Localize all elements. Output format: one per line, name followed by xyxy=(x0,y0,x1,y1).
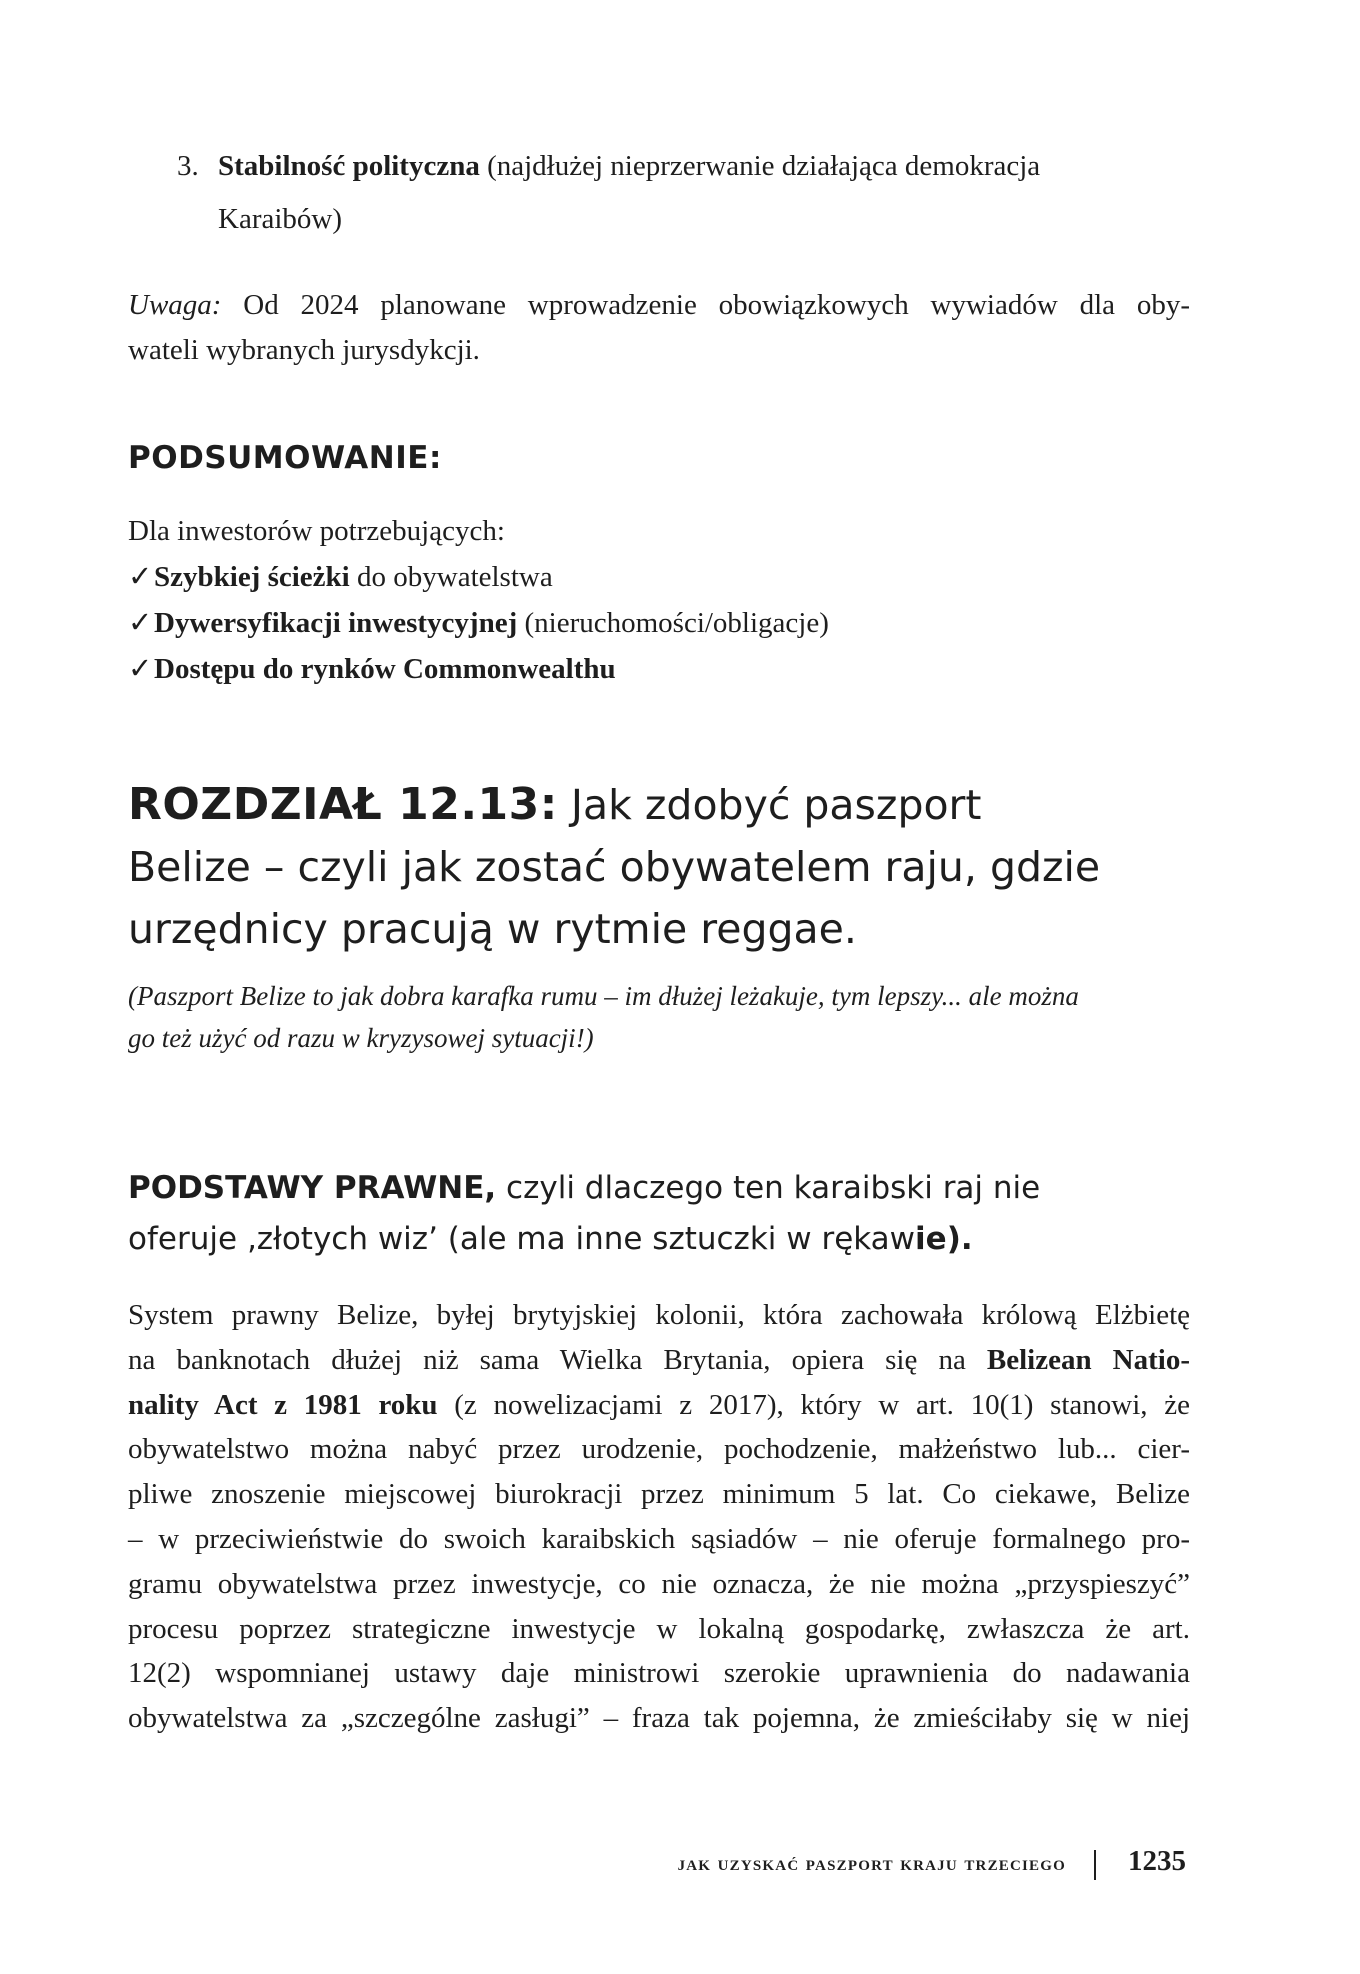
list-item-title: Stabilność polityczna xyxy=(218,150,480,182)
body-line: obywatelstwo można nabyć przez urodzenie, pochodzenie, małżeństwo lub... cier- xyxy=(128,1433,1190,1466)
chapter-epigraph xyxy=(128,975,1190,1059)
body-line: pliwe znoszenie miejscowej biurokracji przez minimum 5 lat. Co ciekawe, Belize xyxy=(128,1478,1190,1511)
act-name: nality Act z 1981 roku xyxy=(128,1388,438,1421)
list-item-line-1 xyxy=(218,140,1190,193)
page-number: 1235 xyxy=(1128,1845,1186,1877)
running-title: jak uzyskać paszport kraju trzeciego xyxy=(677,1851,1066,1875)
act-name: Belizean Natio- xyxy=(986,1343,1190,1376)
chapter-heading-line-1 xyxy=(128,774,1190,836)
body-line: 12(2) wspomnianej ustawy daje ministrowi szerokie uprawnienia do nadawania xyxy=(128,1657,1190,1690)
body-line: System prawny Belize, byłej brytyjskiej kolonii, która zachowała królową Elżbietę xyxy=(128,1299,1190,1331)
summary-heading: PODSUMOWANIE: xyxy=(128,440,442,476)
chapter-title-part: Jak zdobyć paszport xyxy=(557,781,982,829)
summary-item-text: do obywatelstwa xyxy=(349,561,553,593)
summary-item-bold: Dostępu do rynków Commonwealthu xyxy=(154,653,616,685)
body-text: (z nowelizacjami z 2017), który w art. 10(1) stanowi, że xyxy=(437,1388,1190,1421)
summary-item xyxy=(128,646,1190,692)
summary-item-bold: Szybkiej ścieżki xyxy=(154,561,350,593)
note-text: Od 2024 planowane wprowadzenie obowiązkowych wywiadów dla oby- xyxy=(221,289,1190,321)
list-number: 3. xyxy=(177,150,199,182)
epigraph-line-1: (Paszport Belize to jak dobra karafka rumu – im dłużej leżakuje, tym lepszy... ale można xyxy=(128,981,1079,1011)
section-heading-text: oferuje ‚złotych wiz’ (ale ma inne sztuczki w rękaw xyxy=(128,1221,916,1257)
section-heading-bold-end: ie). xyxy=(915,1221,973,1257)
summary-item xyxy=(128,554,1190,600)
body-line: gramu obywatelstwa przez inwestycje, co nie oznacza, że nie można „przyspieszyć” xyxy=(128,1567,1190,1600)
section-heading-line-1 xyxy=(128,1163,1190,1214)
body-line: obywatelstwa za „szczególne zasługi” – fraza tak pojemna, że zmieściłaby się w niej xyxy=(128,1702,1190,1735)
summary-intro: Dla inwestorów potrzebujących: xyxy=(128,515,505,547)
note-line-2: wateli wybranych jurysdykcji. xyxy=(128,334,480,366)
section-heading-text: czyli dlaczego ten karaibski raj nie xyxy=(496,1170,1041,1206)
list-item-line-2: Karaibów) xyxy=(218,203,343,235)
page-footer xyxy=(678,1843,1186,1881)
summary-item xyxy=(128,600,1190,646)
section-heading-line-2 xyxy=(128,1214,1190,1265)
checkmark-icon: ✓ xyxy=(128,561,153,593)
chapter-heading-line-2: Belize – czyli jak zostać obywatelem raju, gdzie xyxy=(128,843,1101,891)
note-label: Uwaga: xyxy=(128,289,222,321)
body-paragraph xyxy=(128,1293,1190,1741)
body-text: na banknotach dłużej niż sama Wielka Brytania, opiera się na xyxy=(128,1343,987,1376)
checkmark-icon: ✓ xyxy=(128,607,153,639)
body-line xyxy=(128,1383,1190,1428)
note-paragraph xyxy=(128,283,1190,373)
epigraph-line-2: go też użyć od razu w kryzysowej sytuacji!) xyxy=(128,1023,594,1053)
note-line-1 xyxy=(128,283,1190,328)
section-heading-legal-basis xyxy=(128,1163,1190,1265)
chapter-heading-line-3: urzędnicy pracują w rytmie reggae. xyxy=(128,905,857,953)
summary-item-text: (nieruchomości/obligacje) xyxy=(517,607,829,639)
section-heading-label: PODSTAWY PRAWNE, xyxy=(128,1170,497,1206)
chapter-heading xyxy=(128,774,1190,960)
body-line xyxy=(128,1338,1190,1383)
list-item-text: (najdłużej nieprzerwanie działająca demokracja xyxy=(479,150,1041,182)
checkmark-icon: ✓ xyxy=(128,653,153,685)
footer-separator xyxy=(1094,1850,1096,1880)
body-line: – w przeciwieństwie do swoich karaibskich sąsiadów – nie oferuje formalnego pro- xyxy=(128,1522,1190,1555)
summary-item-bold: Dywersyfikacji inwestycyjnej xyxy=(154,607,518,639)
summary-list xyxy=(128,508,1190,692)
body-line: procesu poprzez strategiczne inwestycje w lokalną gospodarkę, zwłaszcza że art. xyxy=(128,1612,1190,1645)
chapter-label: ROZDZIAŁ 12.13: xyxy=(128,779,558,830)
